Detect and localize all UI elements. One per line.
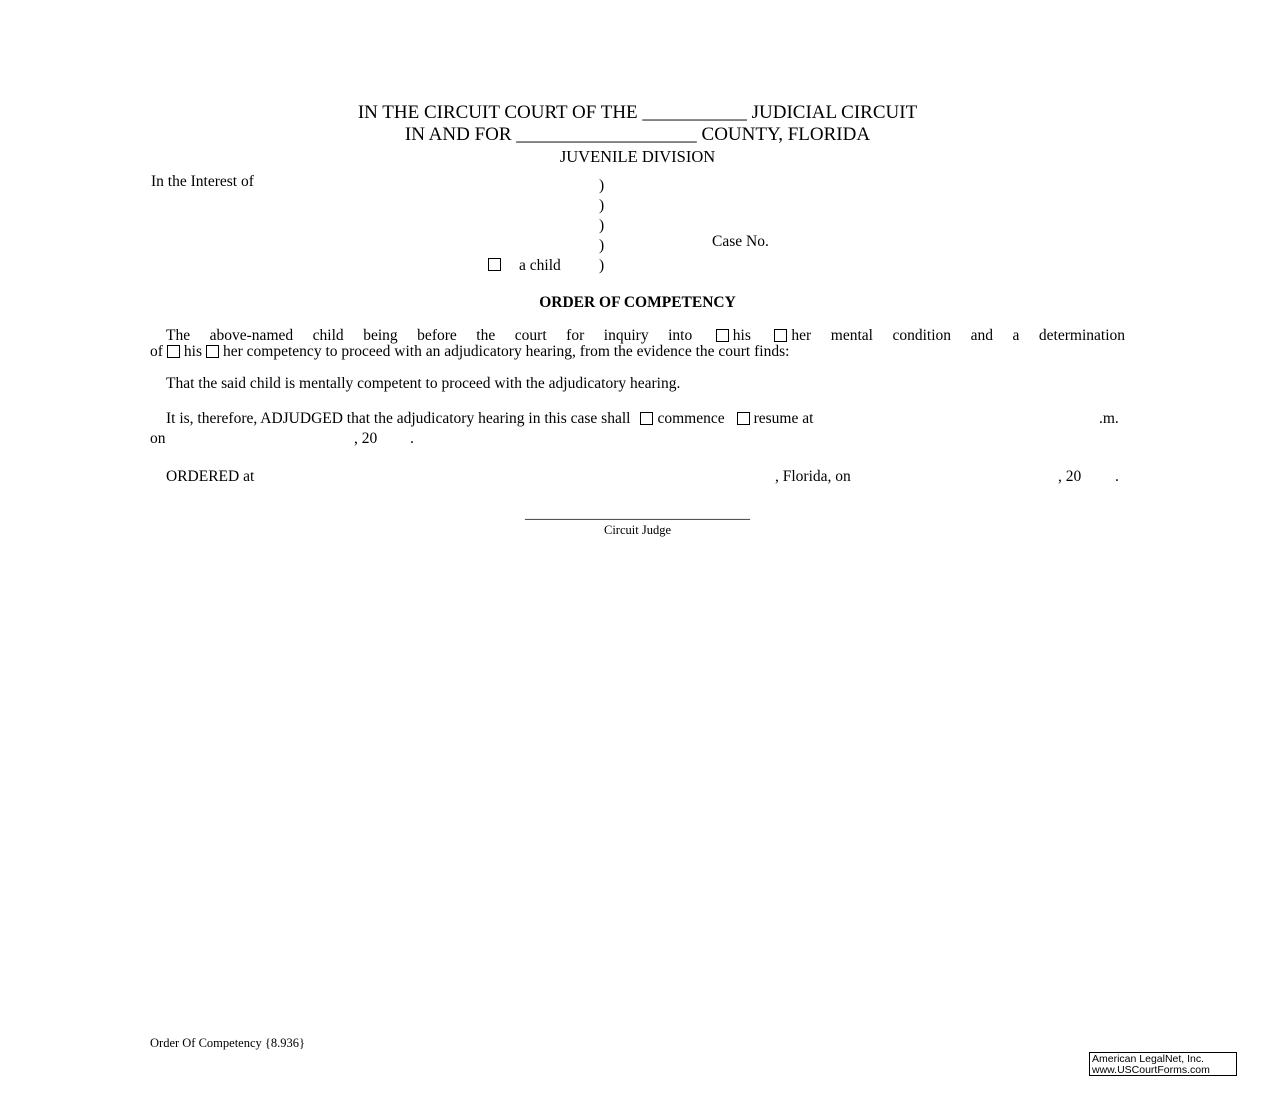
- his-checkbox[interactable]: [716, 329, 729, 342]
- para1-line1: [166, 328, 1125, 344]
- division-heading: JUVENILE DIVISION: [559, 147, 716, 166]
- period: .: [1115, 468, 1119, 485]
- badge-line1: American LegalNet, Inc.: [1092, 1053, 1205, 1065]
- signature-line: ______________________________: [525, 506, 750, 522]
- caption-paren: ): [599, 177, 605, 194]
- interest-of-label: In the Interest of: [151, 173, 254, 190]
- para1-text: her mental condition and a determination: [791, 327, 1125, 344]
- am-pm-suffix: .m.: [1099, 410, 1119, 427]
- para3-line1: [166, 411, 813, 427]
- court-heading-line2: IN AND FOR ___________________ COUNTY, FLORIDA: [404, 124, 871, 145]
- resume-checkbox[interactable]: [737, 412, 750, 425]
- circuit-judge-label: Circuit Judge: [603, 523, 671, 537]
- her-checkbox-2[interactable]: [206, 345, 219, 358]
- publisher-badge: [1089, 1052, 1237, 1076]
- commence-label: commence: [657, 410, 725, 427]
- para1-line2: [150, 344, 789, 360]
- court-heading-line1: IN THE CIRCUIT COURT OF THE ___________ JUDICIAL CIRCUIT: [357, 102, 918, 123]
- order-title: ORDER OF COMPETENCY: [539, 294, 736, 311]
- para1-text: The above-named child being before the court for inquiry into: [166, 327, 693, 344]
- his-label: his: [732, 327, 751, 344]
- of-label: of: [150, 343, 163, 360]
- year-prefix: , 20: [354, 430, 378, 447]
- caption-paren: ): [599, 217, 605, 234]
- a-child-label: a child: [519, 257, 561, 274]
- caption-paren: ): [599, 197, 605, 214]
- case-no-label: Case No.: [712, 233, 769, 250]
- a-child-checkbox[interactable]: [488, 258, 501, 271]
- resume-label: resume at: [753, 410, 814, 427]
- florida-on-label: , Florida, on: [775, 468, 851, 485]
- ordered-at-label: ORDERED at: [166, 468, 255, 485]
- caption-paren: ): [599, 237, 605, 254]
- on-label: on: [150, 430, 166, 447]
- his-checkbox-2[interactable]: [167, 345, 180, 358]
- caption-paren: ): [599, 257, 605, 274]
- her-checkbox[interactable]: [774, 329, 787, 342]
- commence-checkbox[interactable]: [640, 412, 653, 425]
- para2-finding: That the said child is mentally competent to proceed with the adjudicatory hearing.: [166, 375, 681, 392]
- form-footer: Order Of Competency {8.936}: [150, 1036, 306, 1050]
- his-label: his: [183, 343, 203, 360]
- period: .: [410, 430, 414, 447]
- ordered-year-prefix: , 20: [1058, 468, 1082, 485]
- para3-text: It is, therefore, ADJUDGED that the adjudicatory hearing in this case shall: [166, 410, 631, 427]
- para1-text: her competency to proceed with an adjudicatory hearing, from the evidence the court finds:: [223, 343, 790, 360]
- badge-line2: www.USCourtForms.com: [1092, 1063, 1210, 1076]
